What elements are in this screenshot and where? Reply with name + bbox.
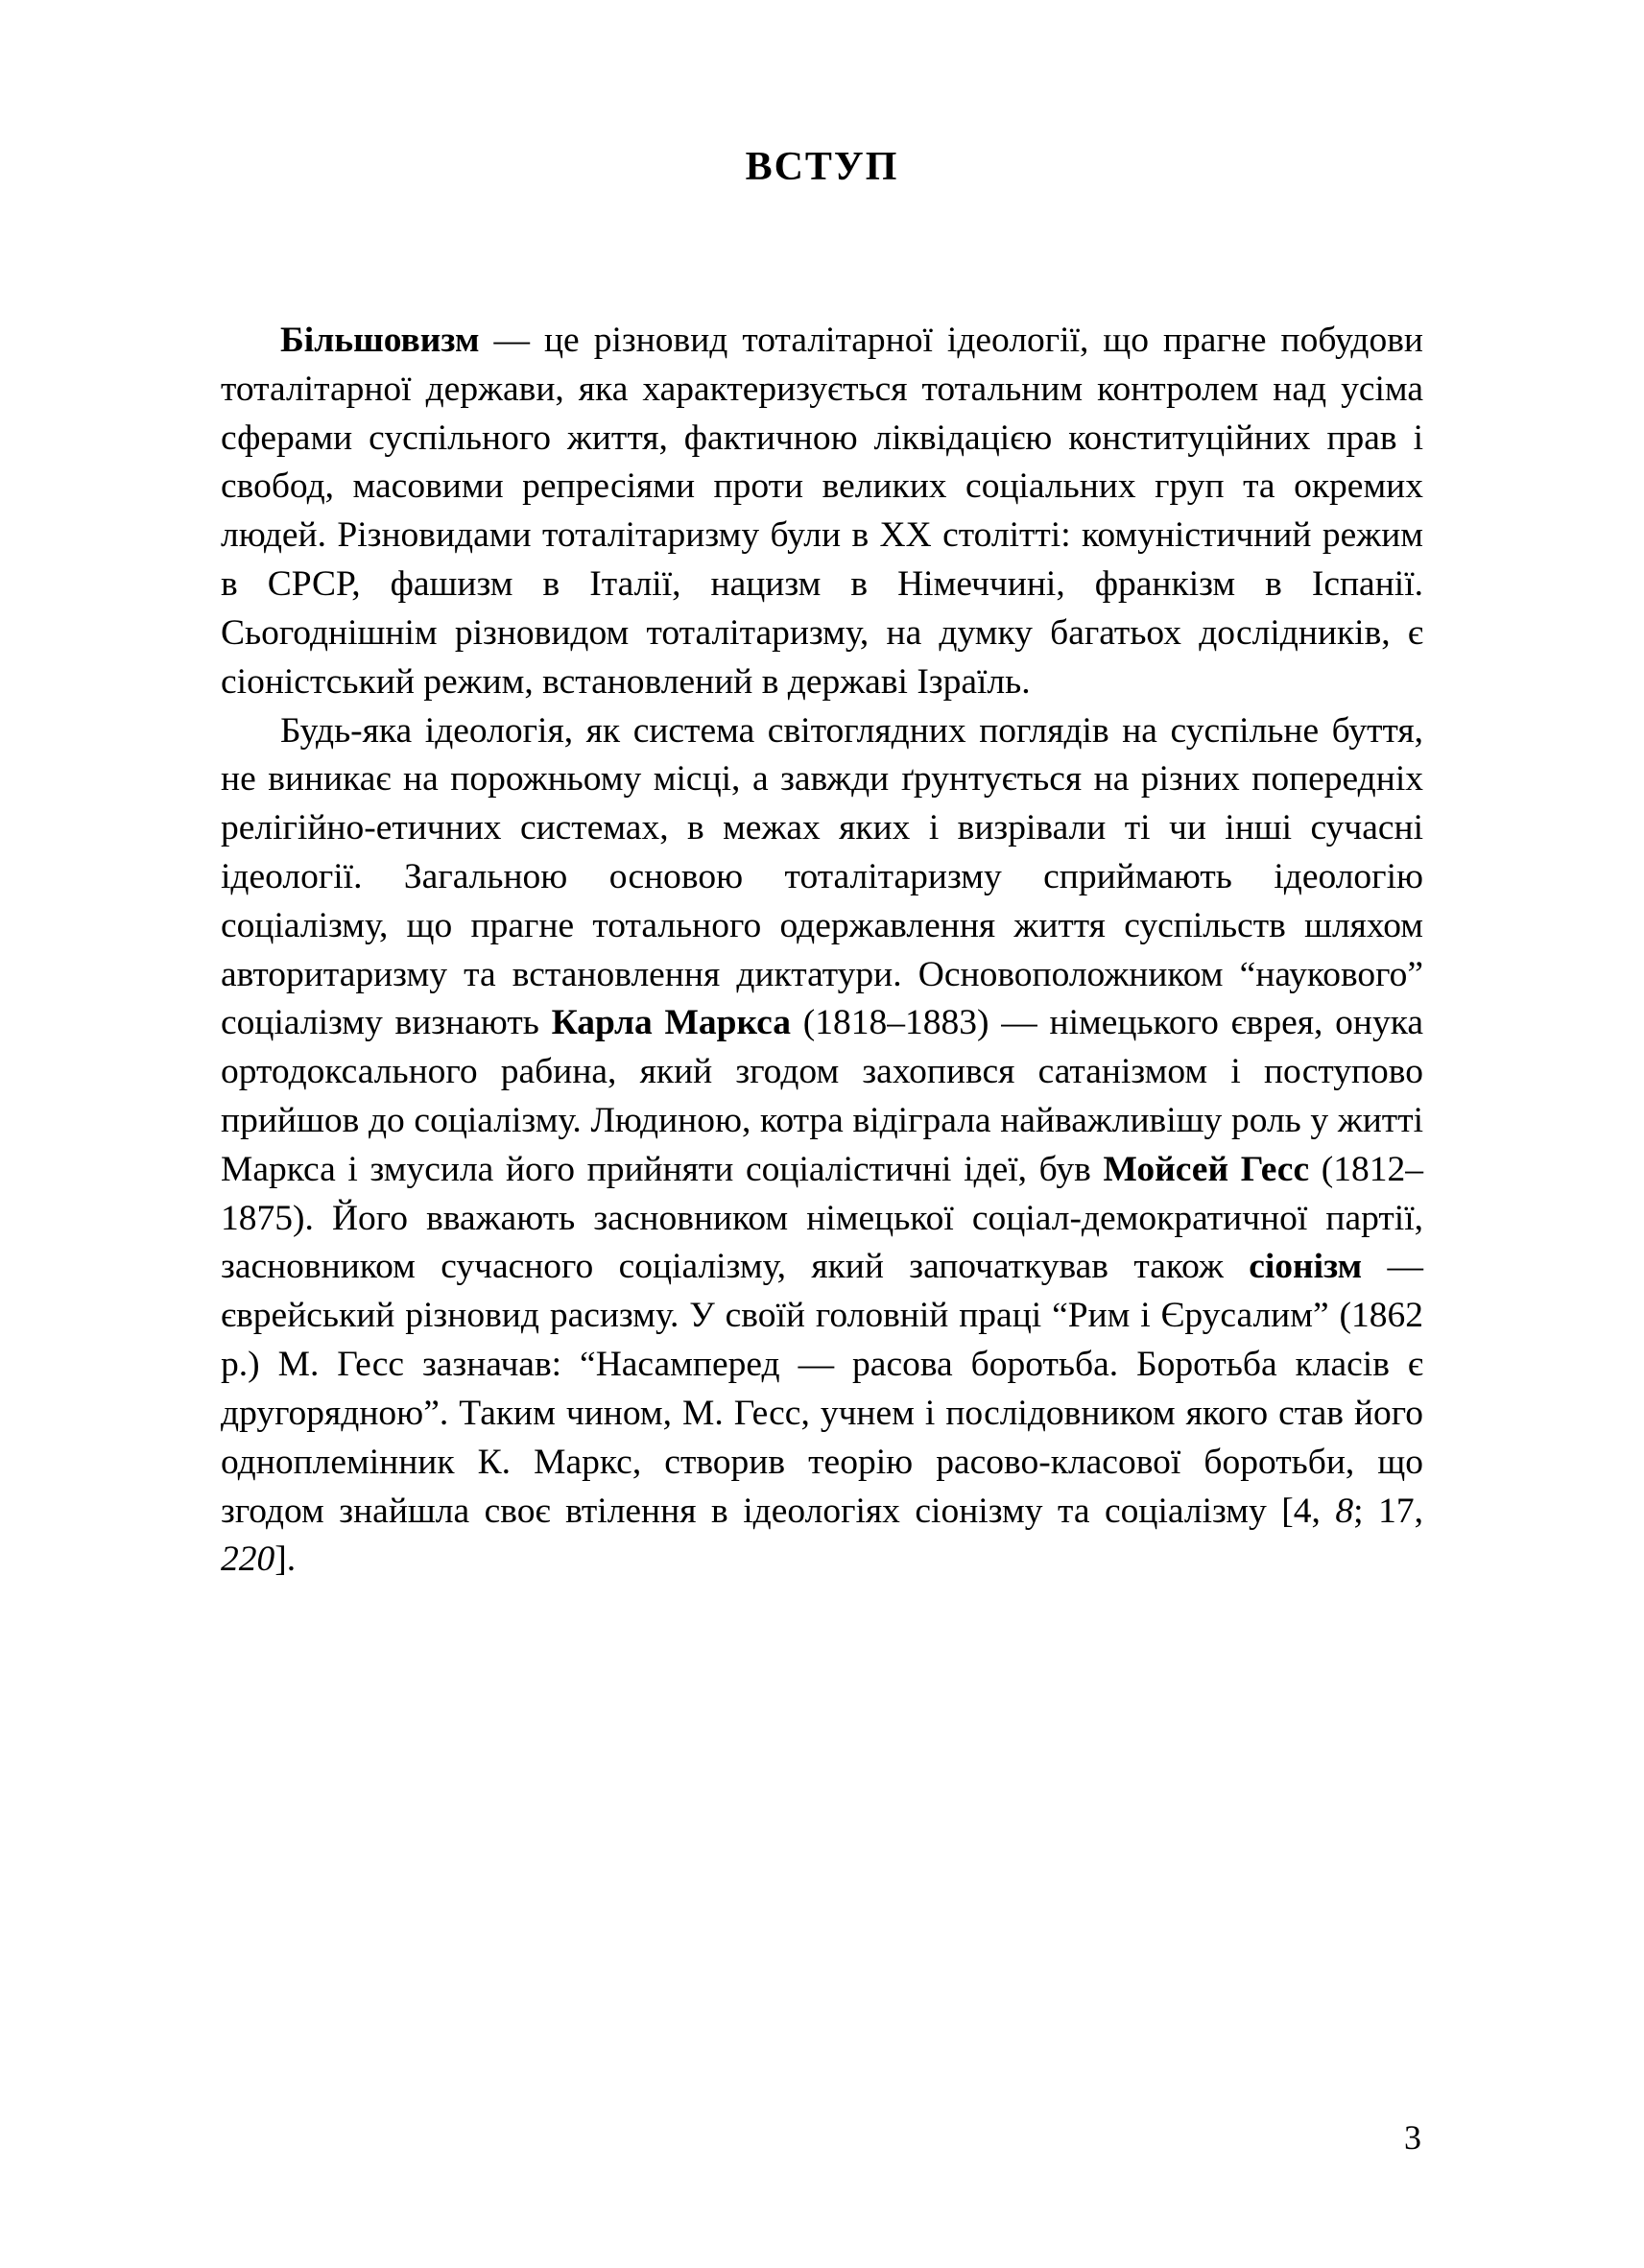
paragraph-1 — [221, 317, 1423, 707]
emphasis-bold: Більшовизм — [280, 321, 480, 360]
text-run: (1812–1875). Його вважають засновником німецької соціал-демократичної партії, засновником сучасного соціалізму, який започаткував також — [221, 1149, 1423, 1287]
text-run: — єврейський різновид расизму. У своїй головній праці “Рим і Єрусалим” (1862 р.) М. Гесс зазначав: “Насамперед — расова боротьба. Боротьба класів є другорядною”. Таким чином, М. Гесс, учнем і послідовником якого став його одноплемінник К. Маркс, створив теорію расово-класової боротьби, що згодом знайшла своє втілення в ідеологіях сіонізму та соціалізму [4, — [221, 1247, 1424, 1531]
body-text — [221, 317, 1423, 1585]
page-number: 3 — [1404, 2118, 1421, 2157]
text-run: ; 17, — [1353, 1491, 1423, 1531]
text-run: — це різновид тоталітарної ідеології, що прагне побудови тоталітарної держави, яка характеризується тотальним контролем над усіма сферами суспільного життя, фактичною ліквідацією конституційних прав і свобод, масовими репресіями проти великих соціальних груп та окремих людей. Різновидами тоталітаризму були в ХХ столітті: комуністичний режим в СРСР, фашизм в Італії, нацизм в Німеччині, франкізм в Іспанії. Сьогоднішнім різновидом тоталітаризму, на думку багатьох дослідників, є сіоністський режим, встановлений в державі Ізраїль. — [221, 321, 1423, 702]
emphasis-bold: сіонізм — [1249, 1247, 1363, 1287]
text-run: ]. — [274, 1540, 297, 1580]
emphasis-bold: Мойсей Гесс — [1103, 1149, 1310, 1189]
text-run: (1818–1883) — німецького єврея, онука ортодоксального рабина, який згодом захопився сатанізмом і поступово прийшов до соціалізму. Людиною, котра відіграла найважливішу роль у житті Маркса і змусила його прийняти соціалістичні ідеї, був — [221, 1003, 1424, 1189]
emphasis-italic: 220 — [221, 1540, 275, 1580]
page-title: ВСТУП — [745, 145, 899, 189]
emphasis-italic: 8 — [1335, 1491, 1354, 1531]
emphasis-bold: Карла Маркса — [551, 1003, 792, 1043]
text-run: Будь-яка ідеологія, як система світоглядних поглядів на суспільне буття, не виникає на порожньому місці, а завжди ґрунтується на різних попередніх релігійно-етичних системах, в межах яких і визрівали ті чи інші сучасні ідеології. Загальною основою тоталітаризму сприймають ідеологію соціалізму, що прагне тотального одержавлення життя суспільств шляхом авторитаризму та встановлення диктатури. Основоположником “наукового” соціалізму визнають — [221, 710, 1423, 1043]
paragraph-2 — [221, 707, 1423, 1586]
